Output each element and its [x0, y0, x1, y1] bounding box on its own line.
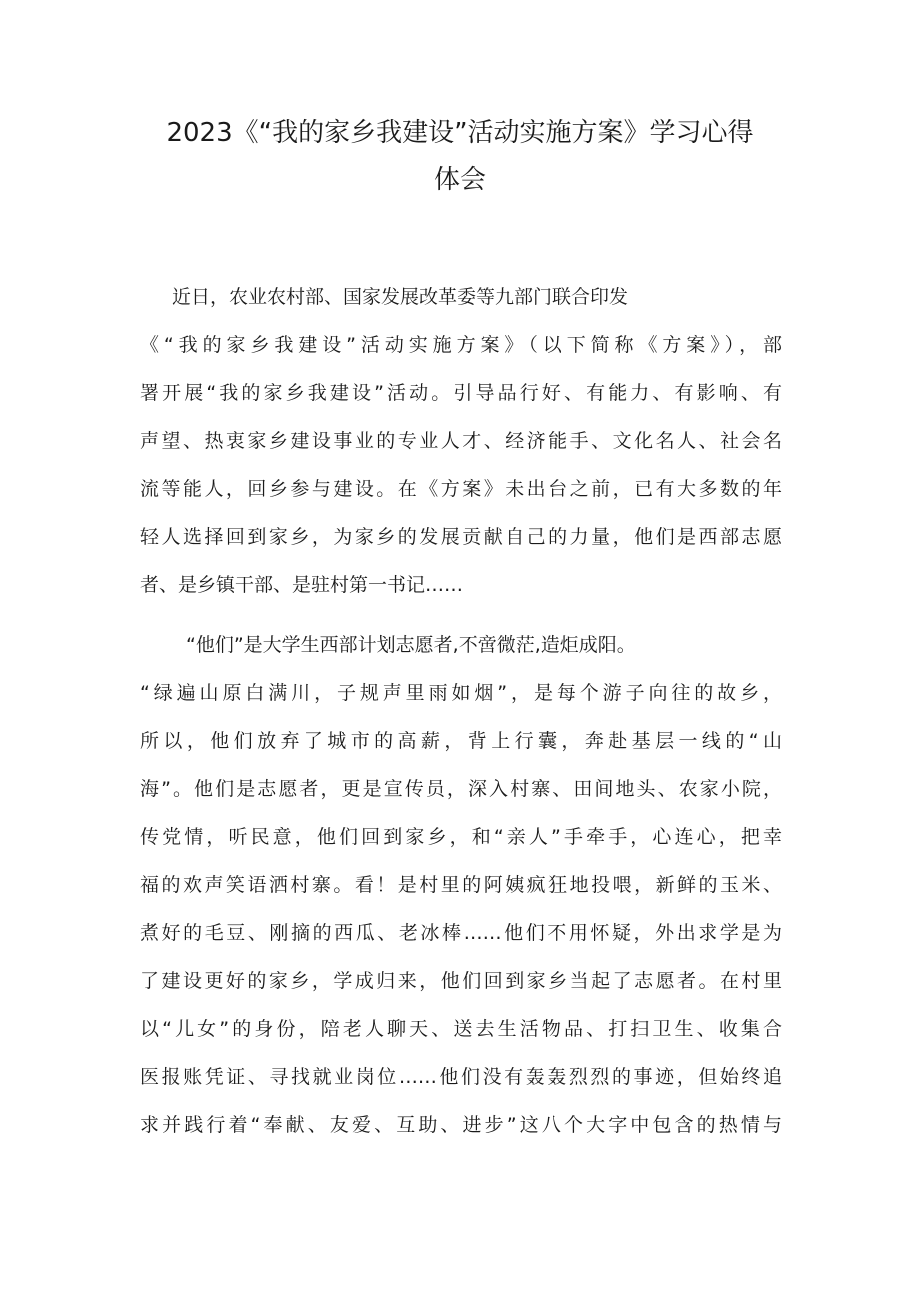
paragraph-line: 求并践行着“奉献、友爱、互助、进步”这八个大字中包含的热情与	[140, 1114, 782, 1136]
title-line-2: 体会	[433, 165, 486, 195]
paragraph-line: 近日，农业农村部、国家发展改革委等九部门联合印发	[172, 286, 629, 308]
paragraph-line: 声望、热衷家乡建设事业的专业人才、经济能手、文化名人、社会名	[140, 430, 782, 452]
paragraph-line: 海”。他们是志愿者，更是宣传员，深入村寨、田间地头、农家小院，	[140, 778, 782, 800]
paragraph-line: 了建设更好的家乡，学成归来，他们回到家乡当起了志愿者。在村里	[140, 970, 782, 992]
paragraph-line: 以“儿女”的身份，陪老人聊天、送去生活物品、打扫卫生、收集合	[140, 1018, 782, 1040]
paragraph-line: 福的欢声笑语洒村寨。看！是村里的阿姨疯狂地投喂，新鲜的玉米、	[140, 874, 782, 896]
paragraph-line: 署开展“我的家乡我建设”活动。引导品行好、有能力、有影响、有	[140, 382, 782, 404]
paragraph-line: 者、是乡镇干部、是驻村第一书记……	[140, 574, 464, 596]
paragraph-line: 医报账凭证、寻找就业岗位……他们没有轰轰烈烈的事迹，但始终追	[140, 1066, 782, 1088]
paragraph-line: 流等能人，回乡参与建设。在《方案》未出台之前，已有大多数的年	[140, 478, 782, 500]
paragraph-line: 传党情，听民意，他们回到家乡，和“亲人”手牵手，心连心，把幸	[140, 826, 782, 848]
paragraph-line: 轻人选择回到家乡，为家乡的发展贡献自己的力量，他们是西部志愿	[140, 526, 782, 548]
paragraph-line: “绿遍山原白满川，子规声里雨如烟”，是每个游子向往的故乡，	[140, 682, 782, 704]
title-line-1: 2023《“我的家乡我建设”活动实施方案》学习心得	[166, 118, 754, 148]
paragraph-line: “他们”是大学生西部计划志愿者,不啻微茫,造炬成阳。	[186, 634, 636, 656]
paragraph-line: 煮好的毛豆、刚摘的西瓜、老冰棒……他们不用怀疑，外出求学是为	[140, 922, 782, 944]
paragraph-line: 所以，他们放弃了城市的高薪，背上行囊，奔赴基层一线的“山	[140, 730, 782, 752]
paragraph-line: 《“我的家乡我建设”活动实施方案》（以下简称《方案》），部	[140, 334, 782, 356]
